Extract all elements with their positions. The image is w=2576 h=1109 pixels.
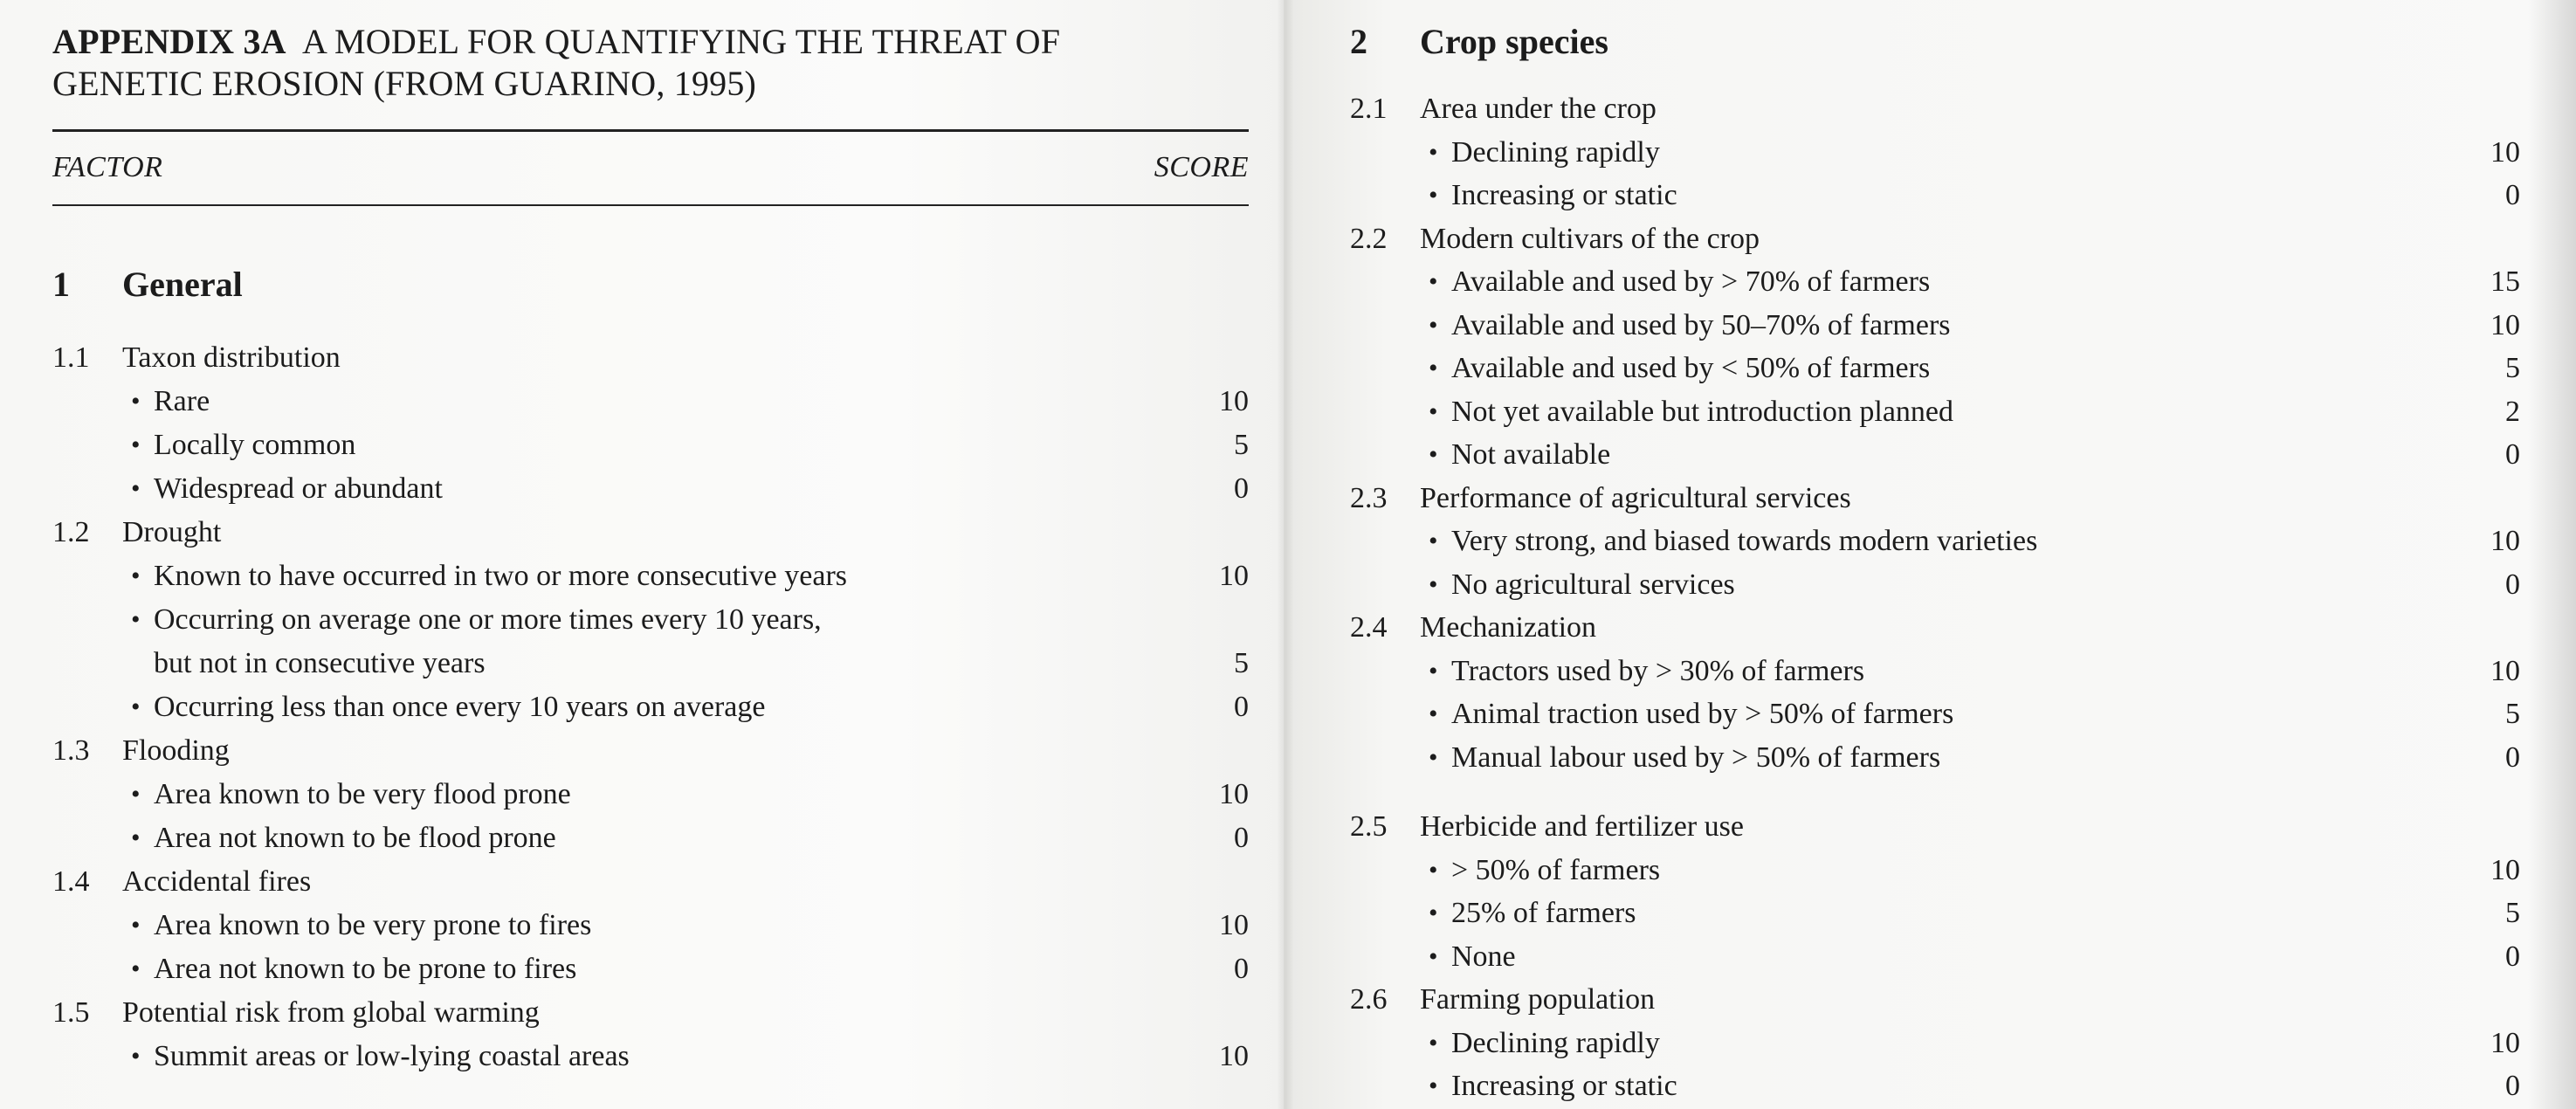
criterion-row (52, 424, 1249, 467)
appendix-title-line2: GENETIC EROSION (FROM GUARINO, 1995) (52, 64, 757, 103)
criterion-row (1350, 1022, 2520, 1065)
section-number: 2 (1350, 22, 1367, 61)
bullet-icon: • (131, 823, 141, 852)
score-value: 5 (2505, 897, 2520, 929)
criterion-row (52, 773, 1249, 816)
criterion-text: Not available (1451, 438, 1611, 471)
criterion-text: 25% of farmers (1451, 897, 1636, 929)
factor-column-header: FACTOR (52, 151, 163, 183)
criterion-text: Increasing or static (1451, 179, 1677, 211)
criterion-row (52, 904, 1249, 947)
criterion-text: Locally common (154, 429, 356, 461)
criterion-row (1350, 650, 2520, 693)
bullet-icon: • (131, 431, 141, 459)
bullet-icon: • (1429, 137, 1438, 167)
factor-row (1350, 217, 2520, 261)
score-value: 10 (1219, 778, 1249, 810)
bullet-icon: • (131, 780, 141, 809)
score-value: 10 (1219, 909, 1249, 941)
bullet-icon: • (1429, 310, 1438, 340)
criterion-row (1350, 131, 2520, 175)
score-value: 15 (2490, 265, 2520, 298)
factor-number: 1.1 (52, 341, 90, 374)
bullet-icon: • (1429, 354, 1438, 382)
criterion-row (52, 816, 1249, 860)
score-value: 10 (2490, 525, 2520, 557)
criterion-text: Rare (154, 385, 210, 417)
factor-label: Area under the crop (1420, 93, 1656, 125)
bullet-icon: • (131, 561, 141, 590)
criterion-text: No agricultural services (1451, 568, 1735, 601)
score-value: 0 (1234, 953, 1249, 985)
criterion-text: Area not known to be prone to fires (154, 953, 577, 985)
factor-number: 2.2 (1350, 222, 1388, 255)
criterion-row (52, 380, 1249, 424)
bullet-icon: • (131, 1042, 141, 1071)
score-value: 10 (2490, 308, 2520, 341)
bullet-icon: • (131, 692, 141, 721)
score-value: 5 (1234, 647, 1249, 679)
factor-number: 2.5 (1350, 810, 1388, 843)
section-heading (52, 265, 838, 304)
criterion-text: > 50% of farmers (1451, 853, 1661, 886)
factor-number: 2.3 (1350, 481, 1388, 514)
bullet-icon: • (1429, 181, 1438, 210)
criterion-row (52, 554, 1249, 598)
appendix-title-line1: A MODEL FOR QUANTIFYING THE THREAT OF (301, 22, 1061, 61)
score-value: 0 (2505, 438, 2520, 471)
criterion-row (52, 467, 1249, 511)
criterion-row (1350, 433, 2520, 477)
factor-row (1350, 87, 2520, 131)
criterion-text: Available and used by 50–70% of farmers (1451, 308, 1951, 341)
factor-number: 2.6 (1350, 983, 1388, 1016)
factor-row (52, 991, 1249, 1035)
score-value: 10 (2490, 1026, 2520, 1059)
score-value: 0 (2505, 568, 2520, 601)
criterion-text: Known to have occurred in two or more consecutive years (154, 560, 848, 592)
factor-label: Performance of agricultural services (1420, 481, 1851, 514)
factor-row (1350, 805, 2520, 849)
bullet-icon: • (1429, 1071, 1438, 1100)
factor-label: Flooding (122, 734, 230, 767)
bullet-icon: • (1429, 742, 1438, 772)
bullet-icon: • (1429, 941, 1438, 971)
factor-number: 2.4 (1350, 611, 1388, 644)
criterion-row (1350, 304, 2520, 348)
score-value: 10 (1219, 385, 1249, 417)
factor-row (1350, 477, 2520, 520)
bullet-icon: • (1429, 699, 1438, 728)
criterion-row (1350, 849, 2520, 892)
section-number: 1 (52, 265, 70, 304)
bullet-icon: • (1429, 527, 1438, 555)
factor-label: Taxon distribution (122, 341, 341, 374)
bullet-icon: • (131, 954, 141, 983)
criterion-row (1350, 892, 2520, 935)
criterion-row (1350, 692, 2520, 736)
factor-number: 1.2 (52, 516, 90, 548)
criterion-text: Available and used by < 50% of farmers (1451, 352, 1931, 384)
factor-number: 1.3 (52, 734, 90, 767)
factor-number: 1.4 (52, 865, 90, 898)
factor-label: Farming population (1420, 983, 1656, 1016)
bullet-icon: • (1429, 267, 1438, 296)
factor-label: Herbicide and fertilizer use (1420, 810, 1744, 843)
bullet-icon: • (1429, 855, 1438, 885)
factor-row (1350, 606, 2520, 650)
criterion-row (52, 1035, 1249, 1078)
page-edge-shadow (2528, 0, 2576, 1109)
score-value: 5 (2505, 698, 2520, 730)
criterion-row (52, 947, 1249, 991)
criterion-text: Tractors used by > 30% of farmers (1451, 654, 1865, 687)
header-rule (52, 204, 1249, 206)
criterion-row (1350, 736, 2520, 780)
factor-label: Modern cultivars of the crop (1420, 222, 1760, 255)
score-value: 0 (2505, 179, 2520, 211)
bullet-icon: • (131, 605, 141, 634)
criterion-row (1350, 1064, 2520, 1108)
criterion-text: Area known to be very prone to fires (154, 909, 592, 941)
bullet-icon: • (1429, 656, 1438, 685)
factor-number: 2.1 (1350, 93, 1388, 125)
criterion-row (1350, 520, 2520, 563)
criterion-row (52, 598, 1249, 642)
criterion-row (1350, 347, 2520, 390)
criterion-text: Area known to be very flood prone (154, 778, 571, 810)
criterion-row (1350, 390, 2520, 434)
score-value: 5 (2505, 352, 2520, 384)
score-value: 0 (2505, 1070, 2520, 1102)
factor-label: Mechanization (1420, 611, 1597, 644)
factor-label: Drought (122, 516, 222, 548)
score-value: 10 (2490, 853, 2520, 886)
bullet-icon: • (131, 911, 141, 940)
criterion-text: Manual labour used by > 50% of farmers (1451, 740, 1941, 774)
factor-row (52, 729, 1249, 773)
criterion-row (1350, 260, 2520, 304)
criterion-text: Widespread or abundant (154, 472, 443, 505)
score-value: 0 (1234, 822, 1249, 854)
factor-label: Potential risk from global warming (122, 996, 540, 1029)
bullet-icon: • (1429, 1028, 1438, 1057)
criterion-text: Area not known to be flood prone (154, 822, 556, 854)
bullet-icon: • (131, 474, 141, 503)
section-title: Crop species (1420, 22, 1608, 61)
criterion-text: Occurring less than once every 10 years on average (154, 691, 766, 723)
score-value: 10 (1219, 560, 1249, 592)
criterion-row (1350, 935, 2520, 979)
criterion-text: Not yet available but introduction planned (1451, 395, 1954, 428)
criterion-text: Declining rapidly (1451, 1026, 1660, 1059)
criterion-text: Occurring on average one or more times every 10 years, (154, 603, 822, 636)
factor-number: 1.5 (52, 996, 90, 1029)
criterion-row (1350, 563, 2520, 607)
score-value: 0 (2505, 740, 2520, 774)
criterion-text: Increasing or static (1451, 1070, 1677, 1102)
score-value: 0 (1234, 691, 1249, 723)
criterion-row (1350, 174, 2520, 217)
bullet-icon: • (1429, 440, 1438, 469)
criterion-continuation: but not in consecutive years (154, 647, 486, 679)
section-heading (1350, 23, 2136, 61)
appendix-title (52, 21, 1266, 105)
score-column-header: SCORE (1154, 151, 1249, 183)
top-rule (52, 129, 1249, 132)
bullet-icon: • (1429, 396, 1438, 426)
score-value: 0 (2505, 940, 2520, 973)
score-value: 10 (1219, 1040, 1249, 1072)
book-gutter (1277, 0, 1294, 1109)
bullet-icon: • (1429, 899, 1438, 927)
criterion-text: None (1451, 940, 1516, 973)
score-value: 0 (1234, 472, 1249, 505)
criterion-text: Animal traction used by > 50% of farmers (1451, 698, 1954, 730)
left-page (0, 0, 1284, 1109)
factor-label: Accidental fires (122, 865, 312, 898)
criterion-text: Very strong, and biased towards modern varieties (1451, 525, 2038, 557)
factor-row (52, 860, 1249, 904)
criterion-text: Declining rapidly (1451, 135, 1660, 169)
score-value: 10 (2490, 135, 2520, 169)
bullet-icon: • (1429, 569, 1438, 599)
bullet-icon: • (131, 387, 141, 416)
factor-row (1350, 978, 2520, 1022)
factor-row (52, 336, 1249, 380)
criterion-row (52, 685, 1249, 729)
criterion-row-continuation (52, 642, 1249, 685)
factor-row (52, 511, 1249, 554)
score-value: 2 (2505, 395, 2520, 428)
right-page (1284, 0, 2576, 1109)
criterion-text: Available and used by > 70% of farmers (1451, 265, 1931, 298)
appendix-label: APPENDIX 3A (52, 22, 286, 61)
section-title: General (122, 265, 243, 304)
score-value: 5 (1234, 429, 1249, 461)
score-value: 10 (2490, 654, 2520, 687)
criterion-text: Summit areas or low-lying coastal areas (154, 1040, 630, 1072)
